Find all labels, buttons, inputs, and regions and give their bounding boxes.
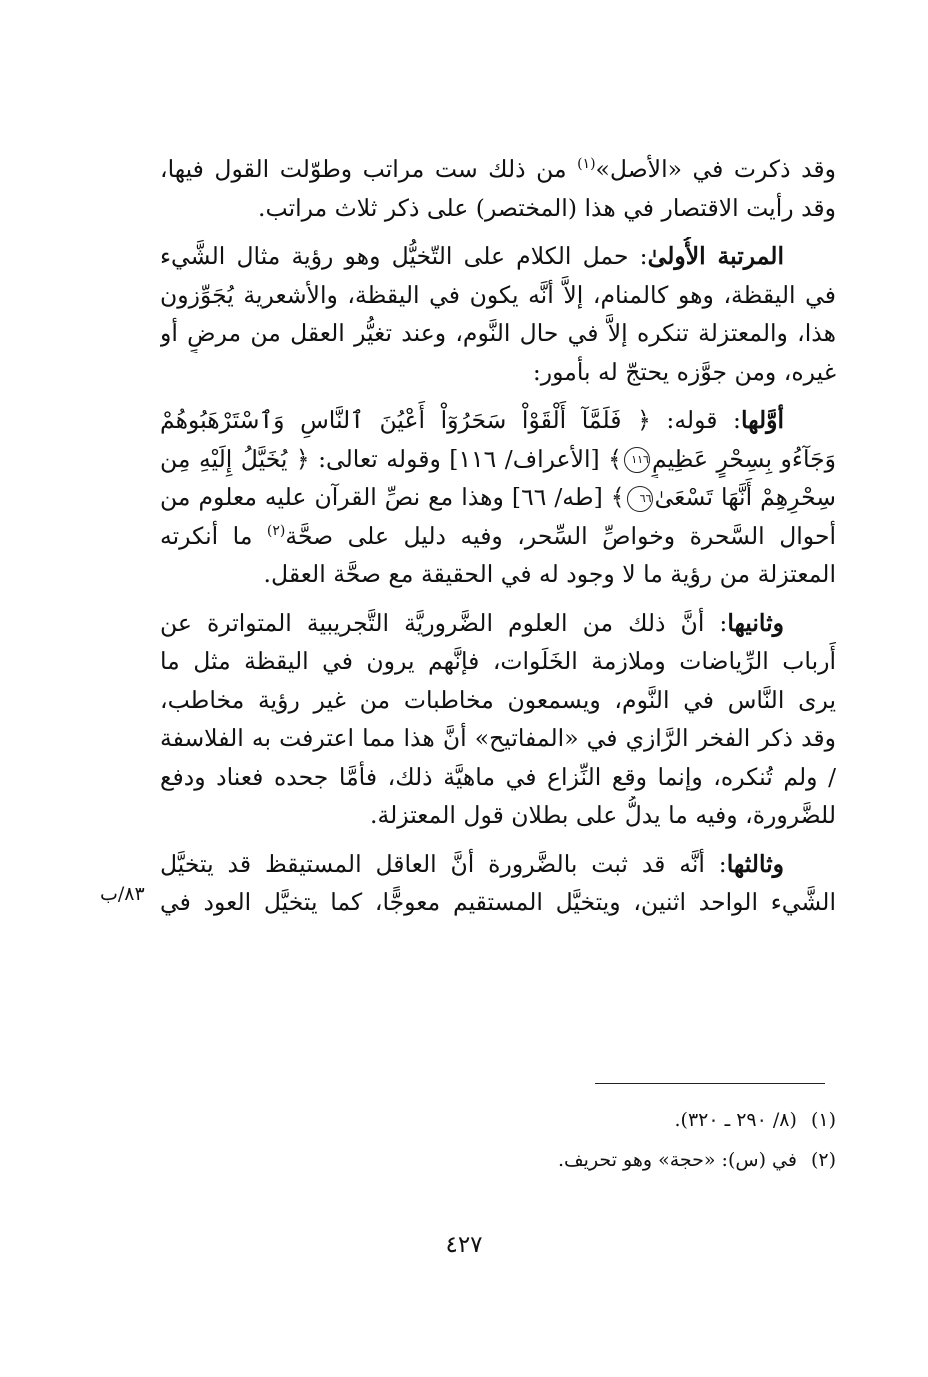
paragraph-gap — [160, 227, 836, 237]
section-lead: أوَّلها — [740, 406, 784, 434]
footnote-number: (٢) — [810, 1149, 836, 1171]
section-lead: وثانيها — [727, 608, 784, 637]
body-line — [160, 478, 836, 517]
footnote-text: (٨/ ٢٩٠ ـ ٣٢٠). — [674, 1109, 797, 1131]
body-line: للضَّرورة، وفيه ما يدلُّ على بطلان قول المعتزلة. — [370, 801, 836, 829]
footnote — [160, 1140, 836, 1180]
manuscript-folio-marker: ٨٣/ب — [100, 883, 145, 905]
body-line: غيره، ومن جوَّزه يحتجّ له بأمور: — [532, 357, 836, 386]
paragraph-gap — [160, 391, 836, 401]
text-run: ﴾ [طه/ ٦٦] وهذا مع نصِّ القرآن عليه معلوم من — [160, 483, 625, 511]
footnotes — [160, 1100, 836, 1180]
paragraph-gap — [160, 835, 836, 845]
footnote-ref[interactable]: (٢) — [266, 522, 286, 539]
text-run: : أنَّ ذلك من العلوم الضَّروريَّة التَّجريبية المتواترة عن — [160, 608, 728, 637]
body-line — [160, 845, 836, 884]
ayah-number-marker: ٦٦ — [627, 486, 653, 512]
text-run: وقد ذكرت في «الأصل» — [595, 155, 836, 183]
quran-text: وَجَآءُو بِسِحْرٍ عَظِيمٍ — [651, 444, 836, 473]
body-line: المعتزلة من رؤية ما لا وجود له في الحقيقة مع صحَّة العقل. — [263, 560, 836, 588]
section-lead: وثالثها — [726, 849, 784, 878]
section-lead: المرتبة الأُولىٰ — [647, 242, 784, 270]
footnote-number: (١) — [810, 1109, 836, 1131]
text-run: : أنَّه قد ثبت بالضَّرورة أنَّ العاقل المستيقظ قد يتخيَّل — [160, 849, 727, 878]
quran-text: سِحْرِهِمْ أَنَّهَا تَسْعَىٰ — [654, 483, 836, 511]
paragraph-gap — [160, 594, 836, 604]
body-line: / ولم تُنكره، وإنما وقع النِّزاع في ماهيَّة ذلك، فأمَّا جحده فعناد ودفع — [160, 762, 836, 791]
text-run: : حمل الكلام على التّخيُّل وهو رؤية مثال الشَّيء — [160, 242, 648, 270]
ayah-number-marker: ١١٦ — [624, 447, 650, 473]
body-line — [160, 237, 836, 276]
body-line: في اليقظة، وهو كالمنام، إلاَّ أنَّه يكون في اليقظة، والأشعرية يُجَوِّزون — [160, 280, 836, 309]
body-line: أَرباب الرِّياضات وملازمة الخَلَوات، فإنَّهم يرون في اليقظة مثل ما — [160, 647, 836, 675]
body-text — [160, 150, 836, 922]
text-run: من ذلك ست مراتب وطوّلت القول فيها، — [160, 155, 578, 183]
body-line — [160, 604, 836, 643]
page-number: ٤٢٧ — [445, 1232, 483, 1258]
body-line: الشَّيء الواحد اثنين، ويتخيَّل المستقيم معوجًّا، كما يتخيَّل العود في — [160, 888, 836, 916]
footnote-ref[interactable]: (١) — [577, 156, 596, 173]
body-line — [160, 150, 836, 189]
text-run: ما أنكرته — [160, 521, 267, 550]
footnote — [160, 1100, 836, 1140]
body-line: يرى النَّاس في النَّوم، ويسمعون مخاطبات من غير رؤية مخاطب، — [160, 685, 836, 714]
body-line — [160, 517, 836, 556]
text-run: ﴾ [الأعراف/ ١١٦] وقوله تعالى: ﴿ يُخَيَّلُ إِلَيْهِ مِن — [160, 444, 622, 473]
footnote-text: في (س): «حجة» وهو تحريف. — [557, 1149, 797, 1171]
body-line — [160, 440, 836, 479]
footnote-separator — [595, 1083, 825, 1084]
body-line: هذا، والمعتزلة تنكره إلاَّ في حال النَّوم، وعند تغيُّر العقل من مرضٍ أو — [160, 319, 836, 347]
body-line — [160, 401, 836, 440]
text-run: : قوله: ﴿ فَلَمَّآ أَلْقَوْاْ سَحَرُوٓاْ أَعْيُنَ ٱلنَّاسِ وَٱسْتَرْهَبُوهُمْ — [160, 406, 741, 434]
body-line: وقد رأيت الاقتصار في هذا (المختصر) على ذكر ثلاث مراتب. — [258, 193, 836, 222]
body-line: وقد ذكر الفخر الرَّازي في «المفاتيح» أنَّ هذا مما اعترفت به الفلاسفة — [160, 724, 836, 752]
text-run: أحوال السَّحرة وخواصِّ السِّحر، وفيه دليل على صحَّة — [285, 521, 836, 550]
